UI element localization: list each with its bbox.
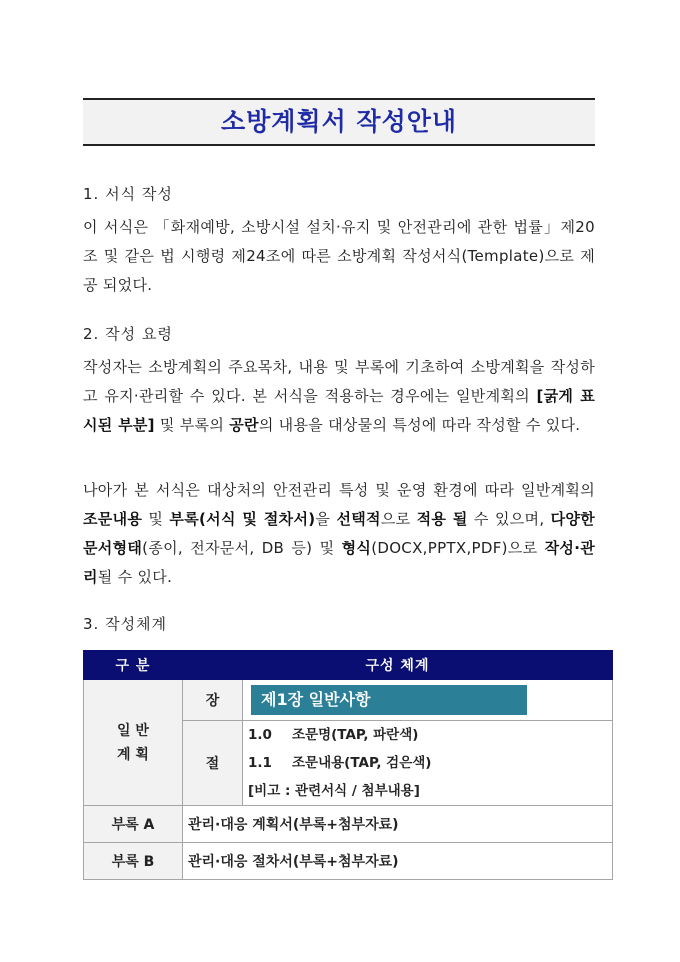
text-run: 수 있으며, — [467, 510, 551, 528]
section-heading-1: 1. 서식 작성 — [83, 185, 173, 203]
bold-run: 선택적 — [336, 510, 381, 528]
section-line — [243, 721, 612, 749]
section-line — [243, 749, 612, 777]
section-text: 조문내용(TAP, 검은색) — [292, 755, 432, 771]
bold-run: 작성·관리 — [83, 539, 596, 586]
title-box — [83, 98, 595, 146]
document-title: 소방계획서 작성안내 — [220, 107, 458, 136]
appendix-a-label: 부록 A — [84, 806, 183, 843]
bold-run: 공란 — [229, 416, 259, 434]
text-run: 의 내용을 대상물의 특성에 따라 작성할 수 있다. — [258, 416, 581, 434]
text-run: (종이, 전자문서, DB 등) 및 — [142, 539, 342, 557]
section-text: 조문명(TAP, 파란색) — [292, 727, 419, 743]
section-2-paragraph-1 — [83, 353, 595, 440]
jang-cell: 장 — [183, 680, 243, 721]
text-run: 및 부록의 — [154, 416, 230, 434]
section-2-paragraph-2 — [83, 476, 595, 592]
section-number: 1.1 — [248, 755, 272, 771]
jeol-cell: 절 — [183, 721, 243, 806]
bold-run: 다양한 문서형태 — [83, 510, 595, 557]
text-run: 으로 — [380, 510, 417, 528]
section-heading-3: 3. 작성체계 — [83, 615, 168, 633]
header-category: 구 분 — [84, 651, 183, 680]
appendix-a-text: 관리·대응 계획서(부록+첨부자료) — [183, 806, 613, 843]
text-run: 및 — [142, 510, 170, 528]
table-row-chapter — [84, 680, 613, 721]
general-plan-cell: 일 반 계 획 — [84, 680, 183, 806]
text-run: 나아가 본 서식은 대상처의 안전관리 특성 및 운영 환경에 따라 일반계획의 — [83, 481, 595, 499]
text-run: 을 — [315, 510, 337, 528]
structure-table — [83, 650, 613, 880]
section-1-paragraph: 이 서식은 「화재예방, 소방시설 설치·유지 및 안전관리에 관한 법률」제20조 및 같은 법 시행령 제24조에 따른 소방계획 작성서식(Template)으로 제공 되었다. — [83, 218, 595, 294]
text-run: (DOCX,PPTX,PDF)으로 — [371, 539, 545, 557]
chapter-cell — [243, 680, 613, 721]
section-lines-cell — [243, 721, 613, 806]
section-heading-2: 2. 작성 요령 — [83, 325, 173, 343]
text-run: 작성자는 소방계획의 주요목차, 내용 및 부록에 기초하여 소방계획을 작성하고 유지·관리할 수 있다. 본 서식을 적용하는 경우에는 일반계획의 — [83, 358, 595, 405]
table-header-row — [84, 651, 613, 680]
appendix-b-label: 부록 B — [84, 843, 183, 880]
table-row-appendix-a — [84, 806, 613, 843]
bold-run: [굵게 표시된 부분] — [83, 387, 595, 434]
section-line — [243, 777, 612, 805]
bold-run: 부록(서식 및 절차서) — [169, 510, 316, 528]
bold-run: 조문내용 — [83, 510, 143, 528]
chapter-title-bar: 제1장 일반사항 — [251, 685, 527, 715]
bold-run: 형식 — [341, 539, 372, 557]
section-number: 1.0 — [248, 727, 272, 743]
section-note: [비고 : 관련서식 / 첨부내용] — [248, 783, 420, 799]
bold-run: 적용 될 — [416, 510, 468, 528]
text-run: 될 수 있다. — [97, 568, 173, 586]
header-structure: 구성 체계 — [183, 651, 613, 680]
table-row-appendix-b — [84, 843, 613, 880]
appendix-b-text: 관리·대응 절차서(부록+첨부자료) — [183, 843, 613, 880]
